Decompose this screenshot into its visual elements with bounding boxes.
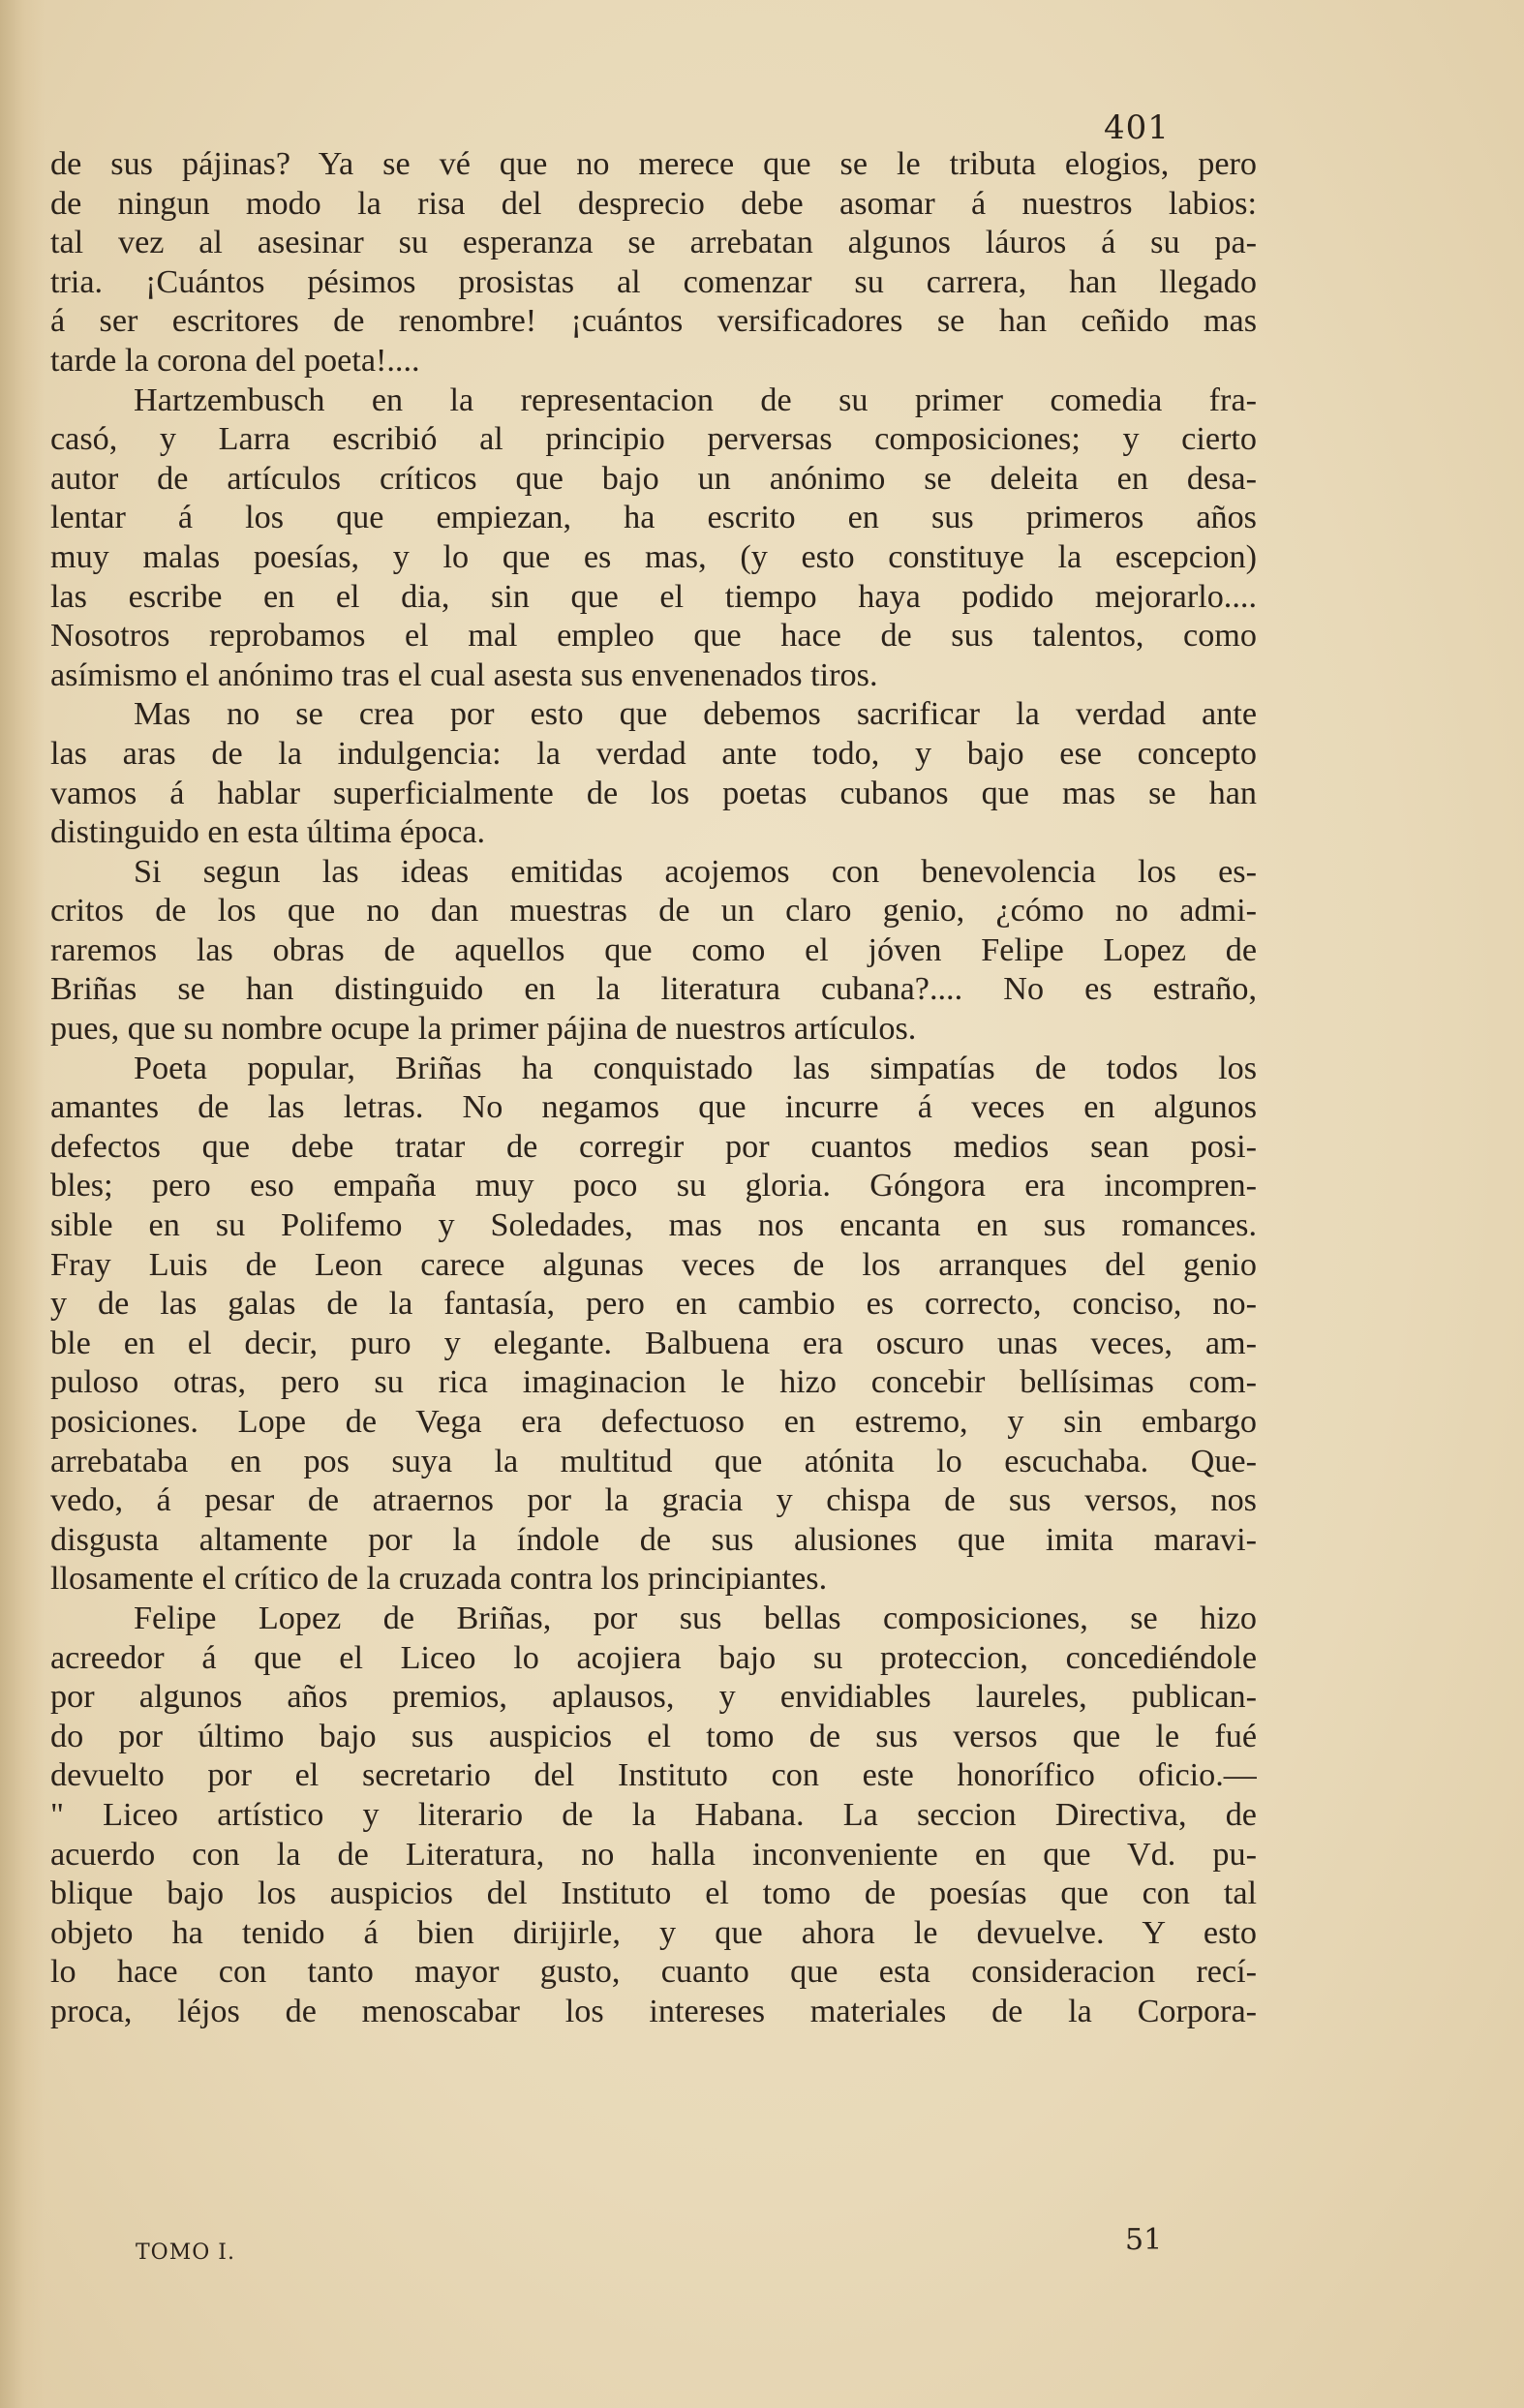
text-line: llosamente el crítico de la cruzada contra los principiantes.: [50, 1561, 828, 1598]
signature-mark: 51: [1125, 2223, 1163, 2257]
text-line: Nosotros reprobamos el mal empleo que hace de sus talentos, como: [50, 618, 1257, 655]
text-line: pues, que su nombre ocupe la primer pájina de nuestros artículos.: [50, 1011, 917, 1048]
text-line: Mas no se crea por esto que debemos sacrificar la verdad ante: [134, 696, 1257, 733]
text-line: blique bajo los auspicios del Instituto el tomo de poesías que con tal: [50, 1875, 1257, 1912]
text-line: y de las galas de la fantasía, pero en cambio es correcto, conciso, no-: [50, 1286, 1257, 1323]
text-line: arrebataba en pos suya la multitud que atónita lo escuchaba. Que-: [50, 1443, 1257, 1479]
text-line: lentar á los que empiezan, ha escrito en sus primeros años: [50, 500, 1257, 536]
text-line: Briñas se han distinguido en la literatura cubana?.... No es estraño,: [50, 971, 1257, 1008]
text-line: critos de los que no dan muestras de un claro genio, ¿cómo no admi-: [50, 893, 1257, 930]
text-line: muy malas poesías, y lo que es mas, (y esto constituye la escepcion): [50, 538, 1257, 575]
text-line: tria. ¡Cuántos pésimos prosistas al comenzar su carrera, han llegado: [50, 263, 1257, 300]
text-line: lo hace con tanto mayor gusto, cuanto que esta consideracion recí-: [50, 1954, 1257, 1991]
text-line: asímismo el anónimo tras el cual asesta sus envenenados tiros.: [50, 656, 878, 693]
text-line: disgusta altamente por la índole de sus alusiones que imita maravi-: [50, 1521, 1257, 1558]
text-line: objeto ha tenido á bien dirijirle, y que ahora le devuelve. Y esto: [50, 1914, 1257, 1951]
text-line: sible en su Polifemo y Soledades, mas nos encanta en sus romances.: [50, 1207, 1257, 1244]
text-line: autor de artículos críticos que bajo un anónimo se deleita en desa-: [50, 460, 1257, 497]
page-number: 401: [1104, 108, 1170, 147]
binding-gutter: [0, 0, 45, 2408]
text-line: de sus pájinas? Ya se vé que no merece que se le tributa elogios, pero: [50, 146, 1257, 182]
text-line: " Liceo artístico y literario de la Habana. La seccion Directiva, de: [50, 1796, 1257, 1833]
text-line: do por último bajo sus auspicios el tomo de sus versos que le fué: [50, 1718, 1257, 1754]
text-line: amantes de las letras. No negamos que incurre á veces en algunos: [50, 1089, 1257, 1126]
volume-label: TOMO I.: [136, 2240, 235, 2265]
body-text: [50, 145, 1257, 2032]
text-line: tarde la corona del poeta!....: [50, 342, 420, 379]
text-line: vedo, á pesar de atraernos por la gracia y chispa de sus versos, nos: [50, 1482, 1257, 1519]
text-line: acreedor á que el Liceo lo acojiera bajo su proteccion, concediéndole: [50, 1639, 1257, 1676]
text-line: ble en el decir, puro y elegante. Balbuena era oscuro unas veces, am-: [50, 1325, 1257, 1361]
text-line: distinguido en esta última época.: [50, 814, 486, 851]
text-line: defectos que debe tratar de corregir por cuantos medios sean posi-: [50, 1128, 1257, 1165]
text-line: á ser escritores de renombre! ¡cuántos versificadores se han ceñido mas: [50, 303, 1257, 340]
text-line: casó, y Larra escribió al principio perversas composiciones; y cierto: [50, 421, 1257, 458]
text-line: Poeta popular, Briñas ha conquistado las simpatías de todos los: [134, 1050, 1257, 1086]
text-line: vamos á hablar superficialmente de los poetas cubanos que mas se han: [50, 775, 1257, 811]
text-line: de ningun modo la risa del desprecio debe asomar á nuestros labios:: [50, 185, 1257, 222]
text-line: raremos las obras de aquellos que como el jóven Felipe Lopez de: [50, 931, 1257, 968]
text-line: bles; pero eso empaña muy poco su gloria. Góngora era incompren-: [50, 1168, 1257, 1204]
text-line: acuerdo con la de Literatura, no halla inconveniente en que Vd. pu-: [50, 1836, 1257, 1873]
text-line: Fray Luis de Leon carece algunas veces de los arranques del genio: [50, 1246, 1257, 1283]
text-line: Si segun las ideas emitidas acojemos con benevolencia los es-: [134, 853, 1257, 890]
text-line: posiciones. Lope de Vega era defectuoso en estremo, y sin embargo: [50, 1404, 1257, 1440]
text-line: proca, léjos de menoscabar los intereses materiales de la Corpora-: [50, 1993, 1257, 2029]
text-line: tal vez al asesinar su esperanza se arrebatan algunos láuros á su pa-: [50, 225, 1257, 261]
text-line: devuelto por el secretario del Instituto con este honorífico oficio.—: [50, 1757, 1257, 1794]
text-line: las aras de la indulgencia: la verdad ante todo, y bajo ese concepto: [50, 735, 1257, 772]
text-line: las escribe en el dia, sin que el tiempo haya podido mejorarlo....: [50, 578, 1257, 615]
text-line: Hartzembusch en la representacion de su primer comedia fra-: [134, 381, 1257, 418]
text-line: puloso otras, pero su rica imaginacion le hizo concebir bellísimas com-: [50, 1364, 1257, 1401]
text-line: por algunos años premios, aplausos, y envidiables laureles, publican-: [50, 1679, 1257, 1716]
text-line: Felipe Lopez de Briñas, por sus bellas composiciones, se hizo: [134, 1600, 1257, 1636]
